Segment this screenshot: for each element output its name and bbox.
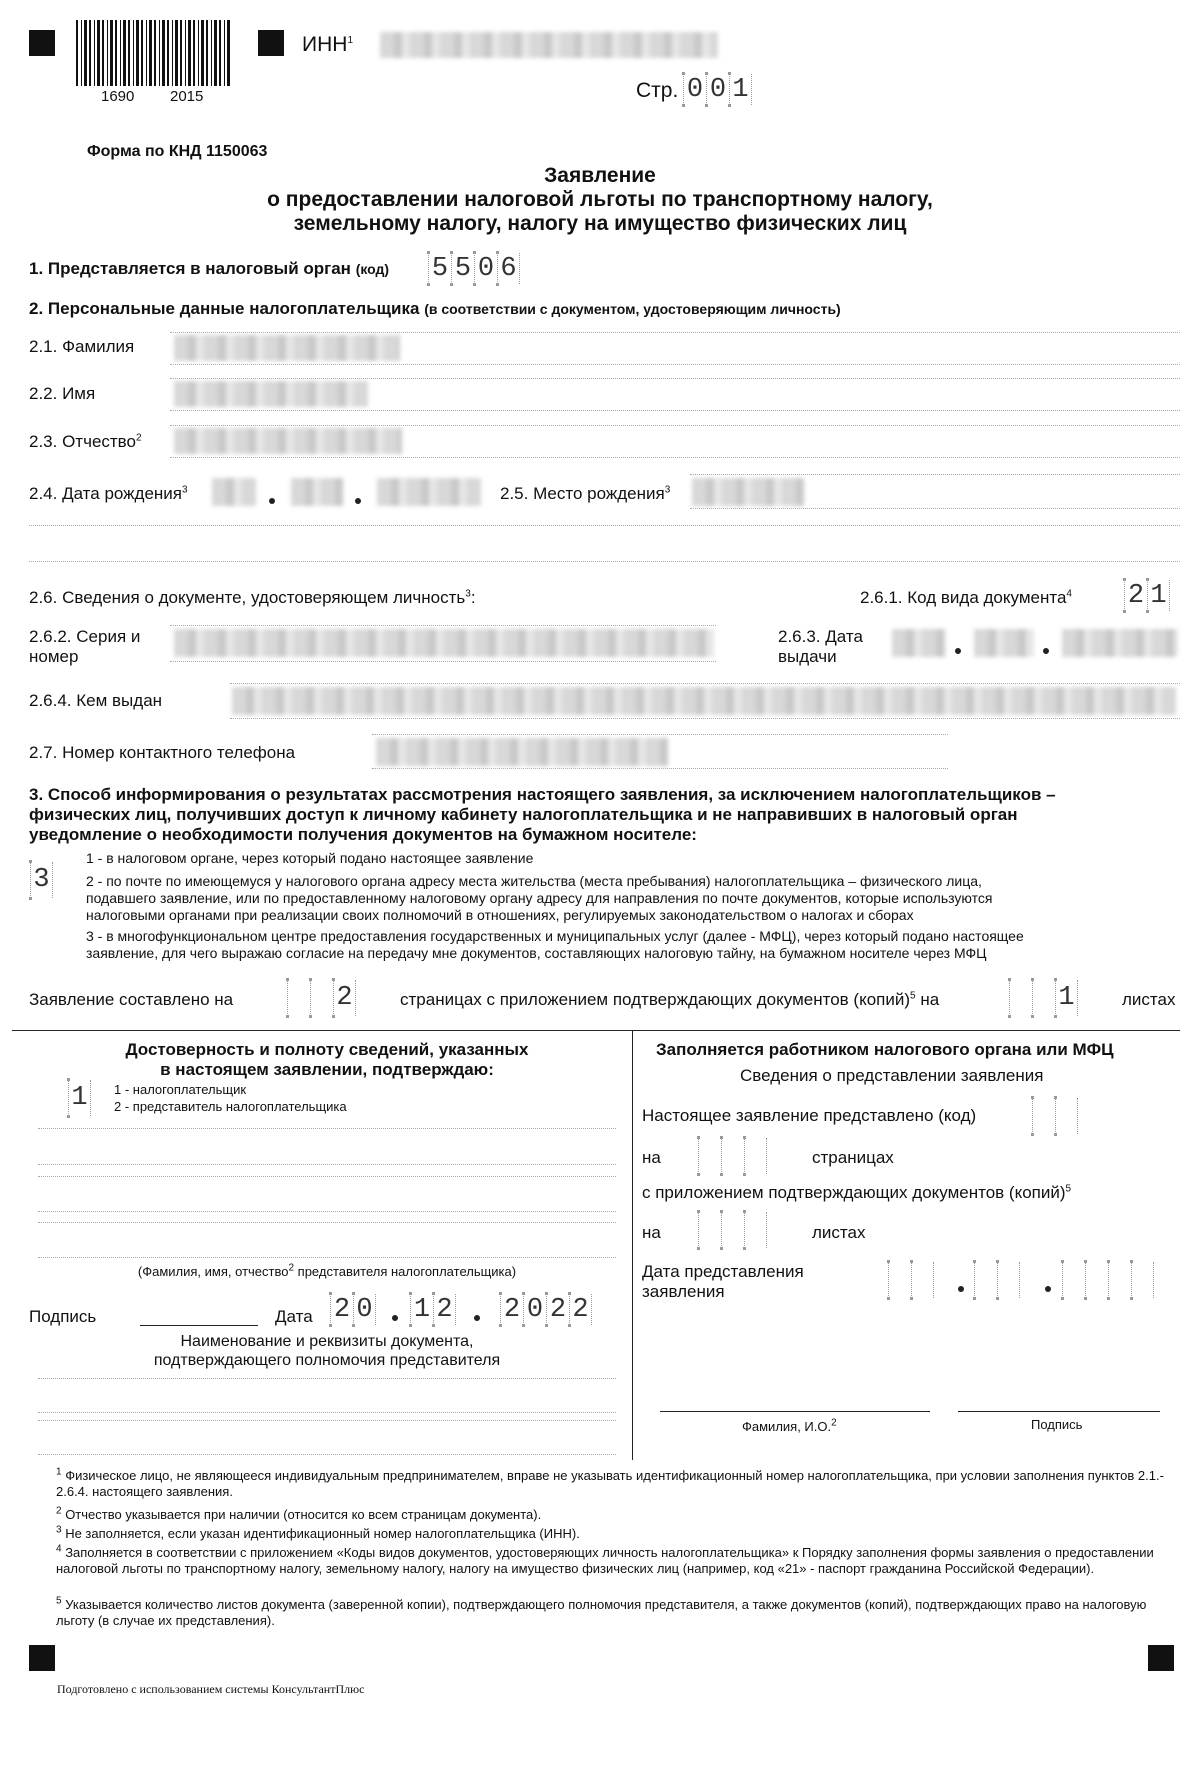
notification-method-cell bbox=[30, 862, 53, 898]
inn-label: ИНН$^1$ bbox=[302, 33, 353, 56]
doc-dots-1 bbox=[38, 1378, 616, 1379]
sheets-digit bbox=[1032, 980, 1055, 1016]
doc-dots-4 bbox=[38, 1454, 616, 1455]
official-heading: Заполняется работником налогового органа или МФЦ bbox=[656, 1040, 1114, 1059]
section2-label: 2. Персональные данные налогоплательщика (в соответствии с документом, удостоверяющим личность) bbox=[29, 299, 841, 318]
name-field-dots-bottom bbox=[170, 410, 1180, 411]
pages-digit bbox=[310, 980, 333, 1016]
section3-heading-line-3: уведомление о необходимости получения документов на бумажном носителе: bbox=[29, 825, 697, 844]
rep-name-dots-6 bbox=[38, 1257, 616, 1258]
official-date-digit bbox=[1085, 1262, 1108, 1298]
official-date-digit bbox=[974, 1262, 997, 1298]
date-label: Дата bbox=[275, 1307, 313, 1326]
submitted-code-label: Настоящее заявление представлено (код) bbox=[642, 1106, 977, 1125]
official-sheets-digit bbox=[744, 1212, 767, 1248]
official-na-2: на bbox=[642, 1223, 661, 1242]
date-separator-dot bbox=[1043, 648, 1049, 654]
footnote-5: $^5$ Указывается количество листов документа (заверенной копии), подтверждающего полномочия представителя, а также документов (копий), подтверждающих право на налоговую льготу (в случае их представления). bbox=[56, 1595, 1147, 1629]
vertical-divider bbox=[632, 1030, 633, 1460]
tax-office-code-cells bbox=[428, 253, 520, 284]
page-label: Стр. bbox=[636, 79, 679, 102]
notification-option-2-line-1: 2 - по почте по имеющемуся у налогового органа адресу места жительства (места пребывания) налогоплательщика – физического лица, bbox=[86, 873, 982, 889]
official-sheets-digit bbox=[721, 1212, 744, 1248]
official-date-digit bbox=[1062, 1262, 1085, 1298]
surname-field-dots bbox=[170, 332, 1180, 333]
phone-field-dots bbox=[372, 734, 948, 735]
birth-place-label: 2.5. Место рождения$^3$ bbox=[500, 484, 671, 503]
corner-marker-top-left bbox=[29, 30, 55, 56]
patronymic-field-dots-bottom bbox=[170, 457, 1180, 458]
signature-label: Подпись bbox=[29, 1307, 97, 1326]
date-digit: 2 bbox=[546, 1294, 569, 1325]
notification-option-2-line-2: подавшего заявление, или по предоставленному налоговому органу адресу для направления по почте документов, которые используются bbox=[86, 890, 993, 906]
doc-caption-line-1: Наименование и реквизиты документа, bbox=[180, 1333, 474, 1350]
tax-office-code-digit: 5 bbox=[428, 253, 451, 284]
submitted-code-digit bbox=[1055, 1098, 1078, 1134]
submitted-code-digit bbox=[1032, 1098, 1055, 1134]
date-separator-dot bbox=[355, 498, 361, 504]
official-date-digit bbox=[888, 1262, 911, 1298]
series-value-redacted bbox=[174, 629, 714, 657]
barcode-number-left: 1690 bbox=[101, 88, 135, 105]
footnote-3: $^3$ Не заполняется, если указан идентификационный номер налогоплательщика (ИНН). bbox=[56, 1524, 580, 1541]
official-sheets-digit bbox=[698, 1212, 721, 1248]
official-date-digit bbox=[1131, 1262, 1154, 1298]
surname-field-dots-bottom bbox=[170, 364, 1180, 365]
doc-type-code-cells bbox=[1124, 580, 1170, 611]
signer-option-2: 2 - представитель налогоплательщика bbox=[114, 1099, 347, 1114]
footnote-4: $^4$ Заполняется в соответствии с приложением «Коды видов документов, удостоверяющих личность налогоплательщика» к Порядку заполнения формы заявления о предоставлении налоговой льготы по транспортному налогу, земельному налогу, налогу на имущество физических лиц (например, код «21» - паспорт гражданина Российской Федерации). bbox=[56, 1543, 1154, 1577]
date-separator-dot bbox=[269, 498, 275, 504]
rep-name-dots-5 bbox=[38, 1222, 616, 1223]
doc-type-digit: 1 bbox=[1147, 580, 1170, 611]
issue-date-year-redacted bbox=[1062, 629, 1178, 657]
notification-method-value: 3 bbox=[30, 862, 53, 898]
official-signature-line bbox=[958, 1411, 1160, 1412]
inn-value-redacted bbox=[380, 32, 718, 58]
doc-dots-2 bbox=[38, 1412, 616, 1413]
official-pages-digit bbox=[698, 1138, 721, 1174]
official-date-digit bbox=[911, 1262, 934, 1298]
series-field-dots bbox=[170, 625, 716, 626]
official-date-digit bbox=[1108, 1262, 1131, 1298]
name-field-dots bbox=[170, 378, 1180, 379]
doc-type-digit: 2 bbox=[1124, 580, 1147, 611]
pages-prefix: Заявление составлено на bbox=[29, 990, 234, 1009]
pages-suffix: листах bbox=[1122, 990, 1176, 1009]
date-digit: 0 bbox=[523, 1294, 546, 1325]
surname-value-redacted bbox=[174, 335, 400, 361]
date-digit: 2 bbox=[330, 1294, 353, 1325]
doc-dots-3 bbox=[38, 1420, 616, 1421]
notification-option-3-line-2: заявление, для чего выражаю согласие на передачу мне документов, составляющих налоговую тайну, на бумажном носителе через МФЦ bbox=[86, 945, 987, 961]
name-label: 2.2. Имя bbox=[29, 384, 96, 403]
birth-date-label: 2.4. Дата рождения$^3$ bbox=[29, 484, 188, 503]
surname-label: 2.1. Фамилия bbox=[29, 337, 135, 356]
birth-place-continuation-dots bbox=[29, 525, 1180, 526]
sheets-count-cells bbox=[1009, 980, 1078, 1016]
issue-date-day-redacted bbox=[892, 629, 946, 657]
section3-heading-line-1: 3. Способ информирования о результатах рассмотрения настоящего заявления, за исключением налогоплательщиков – bbox=[29, 785, 1056, 804]
tax-office-code-digit: 6 bbox=[497, 253, 520, 284]
official-pages-digit bbox=[744, 1138, 767, 1174]
notification-option-2-line-3: налоговыми органами при реализации своих полномочий в отношениях, регулируемых законодательством о налогах и сборах bbox=[86, 907, 914, 923]
date-digit: 0 bbox=[353, 1294, 376, 1325]
notification-option-3-line-1: 3 - в многофункциональном центре предоставления государственных и муниципальных услуг (далее - МФЦ), через который подано настоящее bbox=[86, 928, 1024, 944]
official-fio-line bbox=[660, 1411, 930, 1412]
date-digit: 1 bbox=[410, 1294, 433, 1325]
date-digit: 2 bbox=[569, 1294, 592, 1325]
date-separator-dot bbox=[955, 648, 961, 654]
phone-label: 2.7. Номер контактного телефона bbox=[29, 743, 296, 762]
rep-name-caption: (Фамилия, имя, отчество$^2$ представителя налогоплательщика) bbox=[137, 1262, 517, 1279]
signature-line bbox=[140, 1325, 258, 1326]
official-subheading: Сведения о представлении заявления bbox=[740, 1066, 1044, 1085]
date-month-cells bbox=[410, 1294, 456, 1325]
marker-square-inn bbox=[258, 30, 284, 56]
doc-info-label: 2.6. Сведения о документе, удостоверяющем личность$^3$: bbox=[29, 588, 476, 607]
submitted-code-cells bbox=[1032, 1098, 1078, 1134]
date-separator-dot bbox=[392, 1315, 398, 1321]
barcode bbox=[76, 20, 232, 86]
rep-name-dots-3 bbox=[38, 1176, 616, 1177]
official-date-day-cells bbox=[888, 1262, 934, 1298]
issued-by-field-dots-bottom bbox=[230, 718, 1180, 719]
sheets-digit: 1 bbox=[1055, 980, 1078, 1016]
phone-value-redacted bbox=[376, 738, 668, 766]
doc-caption-line-2: подтверждающего полномочия представителя bbox=[153, 1352, 501, 1369]
page-digit: 0 bbox=[683, 74, 706, 105]
official-with-docs-label: с приложением подтверждающих документов (копий)$^5$ bbox=[642, 1183, 1072, 1202]
rep-name-dots-1 bbox=[38, 1128, 616, 1129]
page-digit: 1 bbox=[729, 74, 752, 105]
issue-date-month-redacted bbox=[974, 629, 1034, 657]
section3-heading-line-2: физических лиц, получивших доступ к личному кабинету налогоплательщика и не направивших в налоговый орган bbox=[29, 805, 1018, 824]
confirm-heading-line-2: в настоящем заявлении, подтверждаю: bbox=[160, 1060, 494, 1079]
footnote-1: $^1$ Физическое лицо, не являющееся индивидуальным предпринимателем, вправе не указывать идентификационный номер налогоплательщика, при условии заполнения пунктов 2.1.- 2.6.4. настоящего заявления. bbox=[56, 1466, 1164, 1500]
official-na-1: на bbox=[642, 1148, 661, 1167]
birth-place-continuation-dots-bottom bbox=[29, 561, 1180, 562]
date-digit: 2 bbox=[500, 1294, 523, 1325]
birth-place-field-dots-bottom bbox=[690, 508, 1180, 509]
official-pages-label: страницах bbox=[812, 1148, 894, 1167]
title-line-3: земельному налогу, налогу на имущество физических лиц bbox=[293, 212, 907, 235]
confirm-heading-line-1: Достоверность и полноту сведений, указанных bbox=[125, 1040, 529, 1059]
form-code: Форма по КНД 1150063 bbox=[87, 143, 268, 160]
corner-marker-bottom-left bbox=[29, 1645, 55, 1671]
official-pages-cells bbox=[698, 1138, 767, 1174]
footnote-2: $^2$ Отчество указывается при наличии (относится ко всем страницам документа). bbox=[56, 1505, 542, 1522]
pages-digit bbox=[287, 980, 310, 1016]
pages-middle: страницах с приложением подтверждающих документов (копий)$^5$ на bbox=[400, 990, 940, 1009]
horizontal-divider bbox=[12, 1030, 1180, 1031]
notification-option-1: 1 - в налоговом органе, через который подано настоящее заявление bbox=[86, 850, 534, 866]
rep-name-dots-2 bbox=[38, 1164, 616, 1165]
signer-type-cell bbox=[68, 1080, 91, 1116]
date-year-cells bbox=[500, 1294, 592, 1325]
official-date-year-cells bbox=[1062, 1262, 1154, 1298]
name-value-redacted bbox=[174, 381, 368, 407]
date-separator-dot bbox=[958, 1286, 964, 1292]
signer-type-value: 1 bbox=[68, 1080, 91, 1116]
section1-label: 1. Представляется в налоговый орган (код) bbox=[29, 259, 390, 278]
page-digit: 0 bbox=[706, 74, 729, 105]
official-sheets-label: листах bbox=[812, 1223, 866, 1242]
tax-office-code-digit: 0 bbox=[474, 253, 497, 284]
patronymic-value-redacted bbox=[174, 428, 402, 454]
sheets-digit bbox=[1009, 980, 1032, 1016]
official-sheets-cells bbox=[698, 1212, 767, 1248]
issued-by-label: 2.6.4. Кем выдан bbox=[29, 691, 163, 710]
birth-date-month-redacted bbox=[291, 478, 343, 506]
issued-by-field-dots bbox=[230, 683, 1180, 684]
patronymic-field-dots bbox=[170, 425, 1180, 426]
phone-field-dots-bottom bbox=[372, 768, 948, 769]
birth-place-field-dots bbox=[690, 474, 1180, 475]
series-label: 2.6.2. Серия и номер bbox=[29, 627, 141, 666]
corner-marker-bottom-right bbox=[1148, 1645, 1174, 1671]
birth-date-day-redacted bbox=[212, 478, 256, 506]
issue-date-label: 2.6.3. Дата выдачи bbox=[778, 627, 863, 666]
title-line-1: Заявление bbox=[544, 164, 656, 187]
date-digit: 2 bbox=[433, 1294, 456, 1325]
official-pages-digit bbox=[721, 1138, 744, 1174]
official-signature-caption: Подпись bbox=[1031, 1417, 1083, 1432]
official-date-digit bbox=[997, 1262, 1020, 1298]
doc-type-label: 2.6.1. Код вида документа$^4$ bbox=[860, 588, 1072, 607]
date-separator-dot bbox=[474, 1315, 480, 1321]
pages-digit: 2 bbox=[333, 980, 356, 1016]
rep-name-dots-4 bbox=[38, 1211, 616, 1212]
page-number-cells bbox=[683, 74, 752, 105]
patronymic-label: 2.3. Отчество$^2$ bbox=[29, 432, 142, 451]
signer-option-1: 1 - налогоплательщик bbox=[114, 1082, 247, 1097]
official-date-label: Дата представления заявления bbox=[642, 1262, 804, 1301]
birth-date-year-redacted bbox=[377, 478, 481, 506]
official-fio-caption: Фамилия, И.О.$^2$ bbox=[742, 1417, 837, 1434]
pages-count-cells bbox=[287, 980, 356, 1016]
consultant-note: Подготовлено с использованием системы КонсультантПлюс bbox=[57, 1682, 365, 1696]
date-separator-dot bbox=[1045, 1286, 1051, 1292]
title-line-2: о предоставлении налоговой льготы по транспортному налогу, bbox=[267, 188, 933, 211]
issued-by-value-redacted bbox=[232, 687, 1176, 715]
birth-place-value-redacted bbox=[692, 478, 804, 506]
series-field-dots-bottom bbox=[170, 661, 716, 662]
tax-office-code-digit: 5 bbox=[451, 253, 474, 284]
barcode-number-right: 2015 bbox=[170, 88, 204, 105]
date-day-cells bbox=[330, 1294, 376, 1325]
official-date-month-cells bbox=[974, 1262, 1020, 1298]
